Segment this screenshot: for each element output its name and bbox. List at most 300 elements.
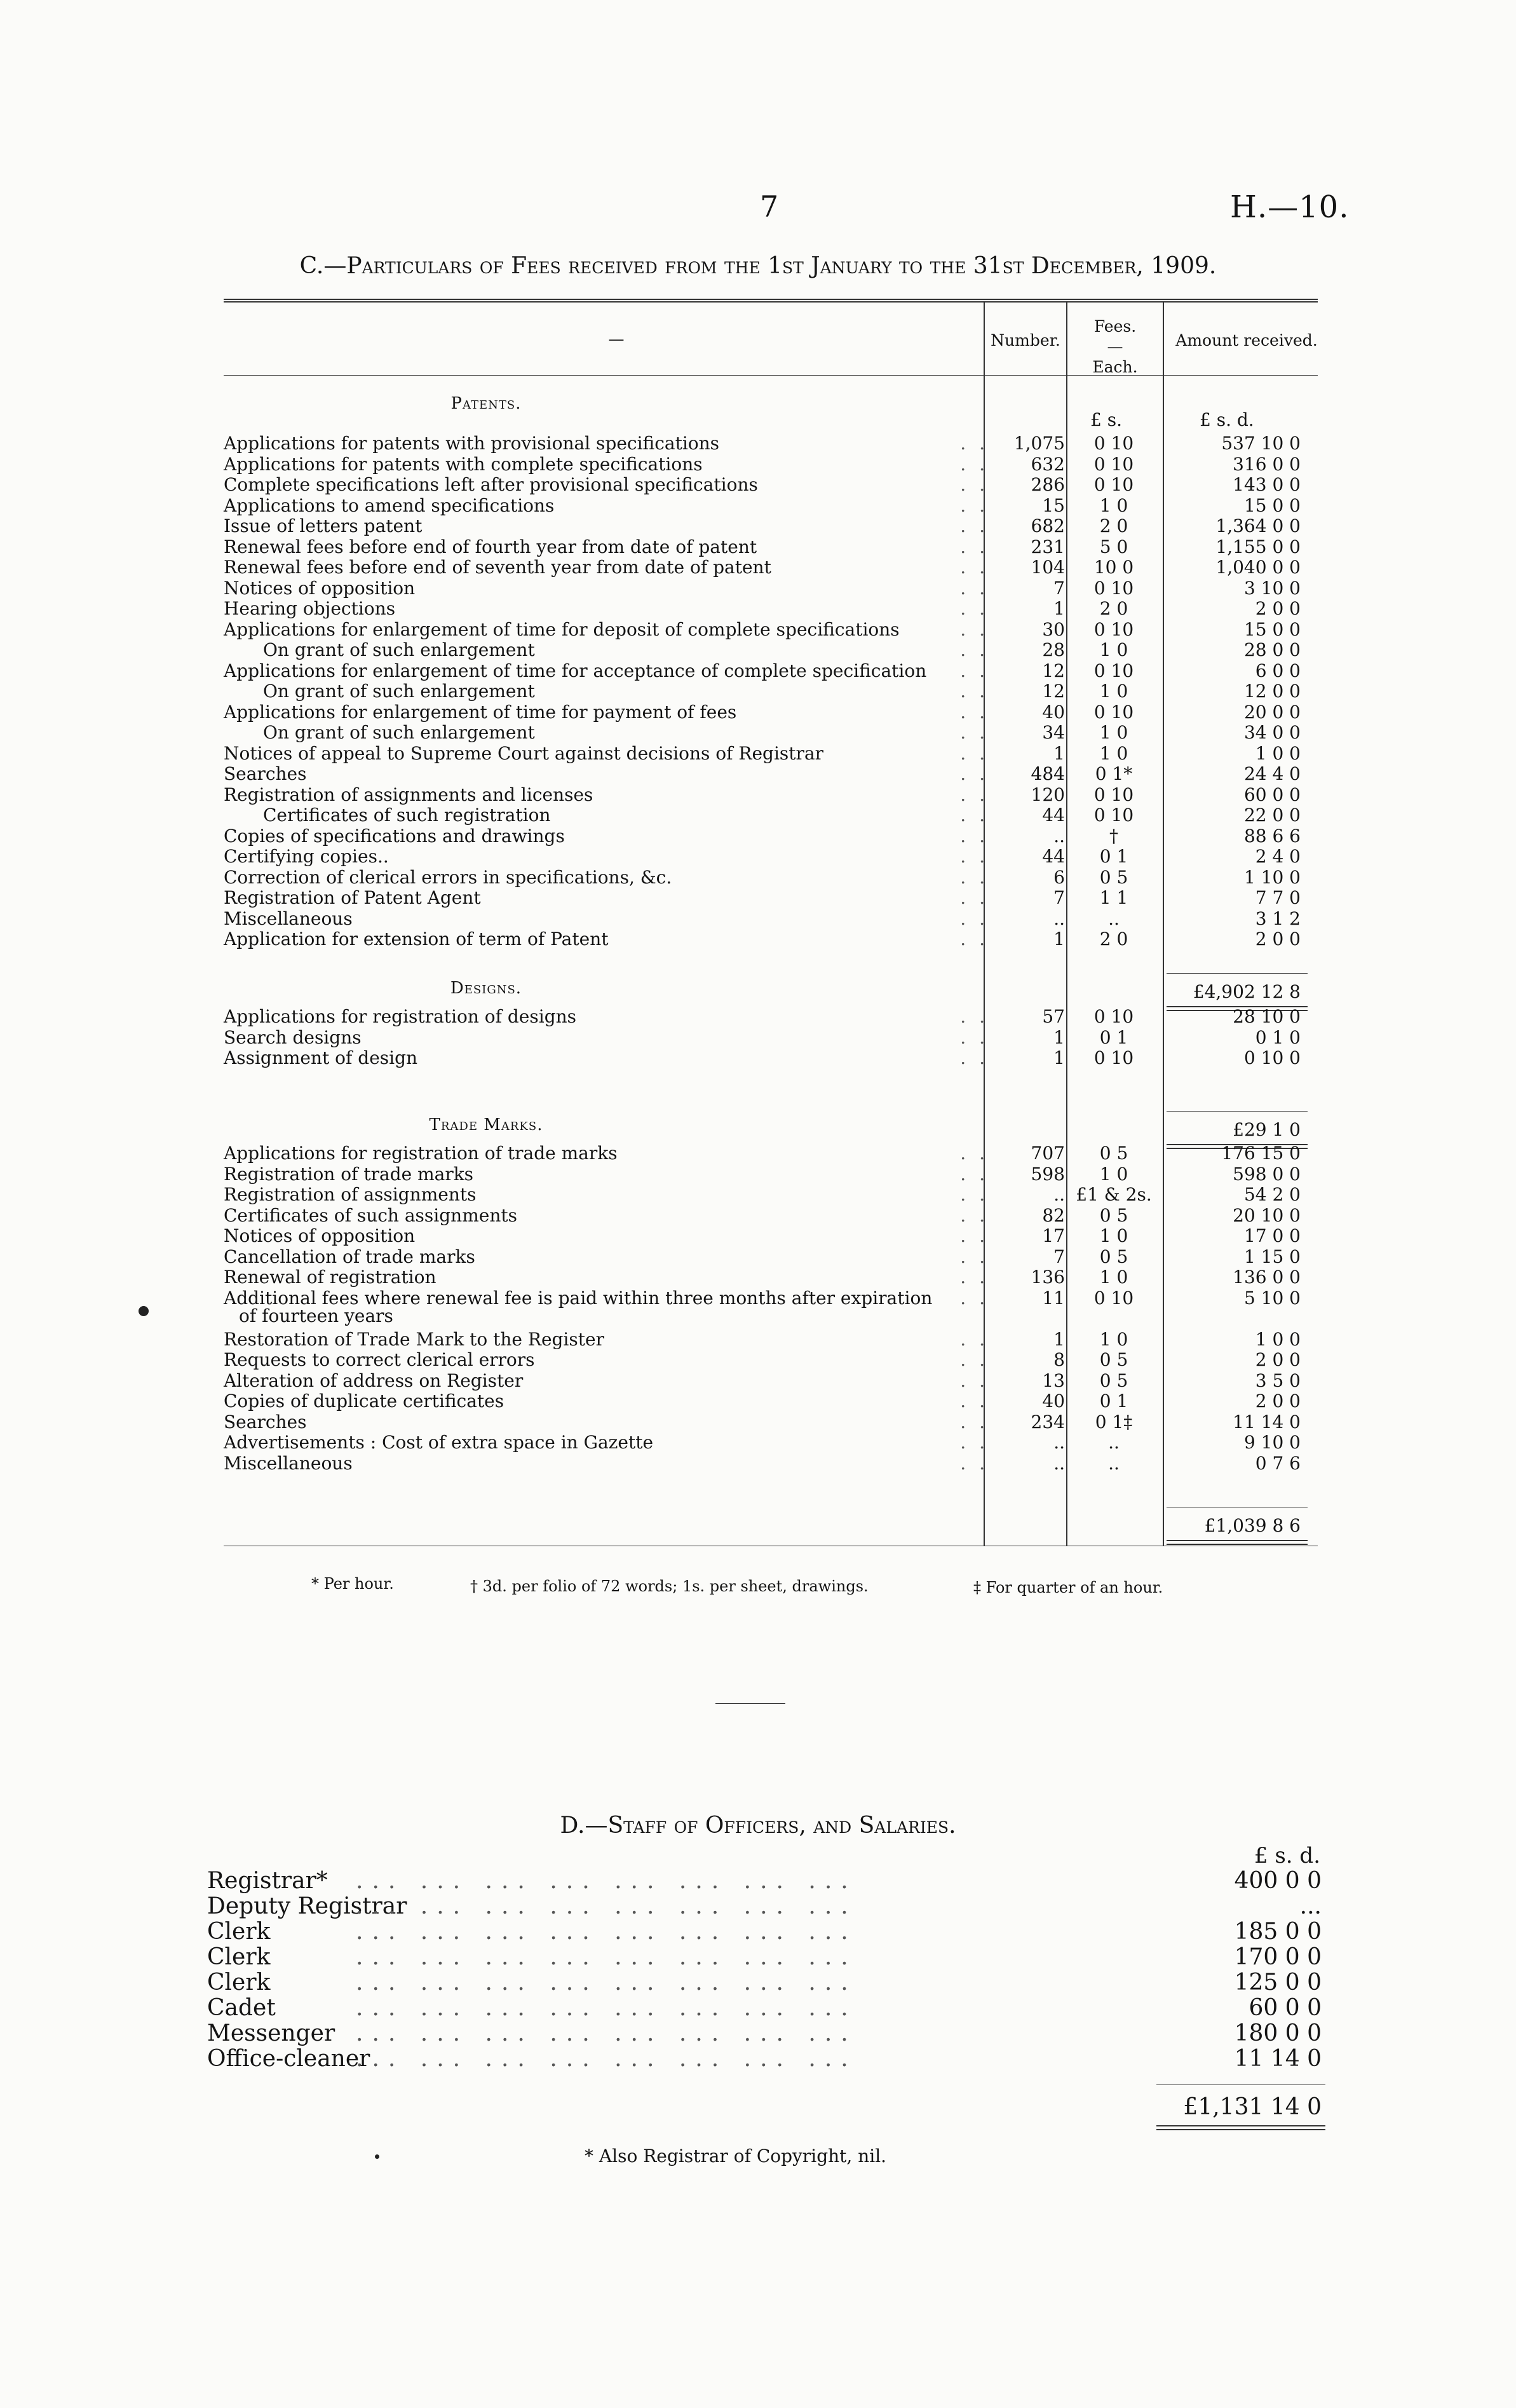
leader-dots: . . [960,515,989,536]
leader-dots: ... ... ... ... ... ... ... ... [356,2046,857,2072]
fee-row [0,557,1516,578]
fee-number: 136 [1031,1267,1065,1288]
staff-title [0,1813,1516,1839]
staff-salary: 60 0 0 [1249,1995,1322,2021]
fee-row [0,1330,1516,1350]
fee-row [0,1371,1516,1391]
fee-row [0,475,1516,495]
fee-each: 5 0 [1099,536,1128,557]
fee-label: Assignment of design [224,1047,418,1068]
fee-label: Searches [224,763,307,784]
fee-number: 57 [1042,1006,1065,1027]
fee-label: Registration of assignments [224,1184,477,1205]
total-rule [1167,973,1308,974]
staff-row [0,2021,1516,2046]
fee-each: 1 0 [1099,494,1128,516]
staff-position: Registrar* [207,1868,328,1894]
fee-label: Applications for enlargement of time for acceptance of complete specification [224,660,927,681]
fee-row [0,805,1516,826]
fee-amount: 22 0 0 [1243,805,1301,826]
fee-each: 0 1 [1099,1026,1128,1048]
fee-row [0,661,1516,681]
amount-currency-header: £ s. d. [1200,409,1254,430]
fee-number: 7 [1053,887,1065,908]
fee-amount: 136 0 0 [1233,1267,1301,1288]
fee-label: Applications for registration of trade marks [224,1143,618,1164]
fee-number: 1 [1053,598,1065,619]
staff-position: Clerk [207,1919,271,1945]
fee-label: On grant of such enlargement [263,722,535,743]
section-patents-heading: Patents. [450,394,522,413]
fee-each: 0 10 [1093,805,1134,826]
fee-each: .. [1108,1452,1120,1474]
staff-salary: 400 0 0 [1234,1868,1322,1894]
leader-dots: ... ... ... ... ... ... ... ... [356,1919,857,1945]
fee-amount: 2 0 0 [1255,598,1301,619]
fee-each: 0 5 [1099,1246,1128,1267]
fee-each: .. [1108,908,1120,929]
series-code: H.—10. [1230,189,1350,225]
leader-dots: . . [960,1163,989,1185]
fee-label: Applications for patents with provisional specifications [224,433,720,454]
fee-row [0,1432,1516,1453]
fee-each: 0 1* [1095,763,1133,784]
leader-dots: . . [960,742,989,764]
fee-each: £1 & 2s. [1076,1184,1152,1205]
fee-row [0,702,1516,723]
leader-dots: . . [960,887,989,908]
fee-number: 12 [1042,660,1065,681]
fee-label: Requests to correct clerical errors [224,1349,535,1370]
fee-each: 0 10 [1093,701,1134,723]
fee-label: On grant of such enlargement [263,681,535,702]
fee-amount: 2 0 0 [1255,1349,1301,1370]
fee-label: Notices of appeal to Supreme Court against decisions of Registrar [224,742,824,764]
fee-amount: 20 10 0 [1233,1204,1301,1226]
fee-number: 13 [1042,1370,1065,1391]
leader-dots: . . [960,1328,989,1350]
fee-label: Correction of clerical errors in specifications, &c. [224,866,672,888]
fee-number: 7 [1053,1246,1065,1267]
fee-amount: 143 0 0 [1233,474,1301,495]
fee-amount: 1,155 0 0 [1215,536,1301,557]
leader-dots: . . [960,763,989,784]
staff-salary: 125 0 0 [1234,1969,1322,1996]
fee-label: Restoration of Trade Mark to the Register [224,1328,604,1350]
fee-label: Applications for patents with complete specifications [224,453,703,475]
leader-dots: . . [960,474,989,495]
fee-label: Applications for enlargement of time for deposit of complete specifications [224,618,900,640]
fee-number: .. [1053,1452,1065,1474]
fee-each: 1 1 [1099,887,1128,908]
staff-row [0,1970,1516,1996]
table-top-rule [224,299,1318,300]
fee-row [0,454,1516,475]
fee-label: Copies of duplicate certificates [224,1391,504,1411]
staff-position: Clerk [207,1944,271,1970]
fee-label: Issue of letters patent [224,515,423,536]
fee-number: 44 [1042,805,1065,826]
fee-amount: 28 10 0 [1233,1006,1301,1027]
fee-each: 0 10 [1093,474,1134,495]
fee-row [0,867,1516,888]
fee-amount: 0 1 0 [1255,1026,1301,1048]
fee-label: Certificates of such registration [263,805,551,826]
leader-dots: . . [960,618,989,640]
fee-amount: 9 10 0 [1243,1432,1301,1453]
section-designs-heading: Designs. [450,979,522,998]
footnote-folio: † 3d. per folio of 72 words; 1s. per sheet, drawings. [470,1577,869,1595]
leader-dots: . . [960,1246,989,1267]
fee-row [0,1226,1516,1246]
fee-number: 234 [1031,1411,1065,1432]
fee-number: 82 [1042,1204,1065,1226]
fee-label: of fourteen years [239,1305,393,1326]
fee-amount: 15 0 0 [1243,494,1301,516]
fee-number: 6 [1053,866,1065,888]
fee-row [0,744,1516,764]
fee-each: 1 0 [1099,1267,1128,1288]
fee-label: Copies of specifications and drawings [224,825,565,847]
fees-currency-header: £ s. [1090,409,1122,430]
fee-number: 12 [1042,681,1065,702]
header-number: Number. [991,331,1060,350]
total-double-rule [1167,1544,1308,1545]
fee-amount: 17 0 0 [1243,1225,1301,1246]
staff-position: Cadet [207,1995,276,2021]
fee-number: 40 [1042,701,1065,723]
fee-row [0,620,1516,640]
fee-number: 1 [1053,742,1065,764]
fees-title-text: C.—Particulars of Fees received from the 1st January to the 31st December, 1909. [299,253,1217,279]
fee-each: 0 10 [1093,1047,1134,1068]
fee-each: 0 5 [1099,1143,1128,1164]
fee-number: 1,075 [1013,433,1065,454]
fee-label: Applications for enlargement of time for payment of fees [224,701,737,723]
fee-each: † [1109,825,1118,847]
fee-number: .. [1053,1184,1065,1205]
fee-row [0,433,1516,454]
fee-amount: 34 0 0 [1243,722,1301,743]
fee-label: Cancellation of trade marks [224,1246,475,1267]
leader-dots: . . [960,805,989,826]
leader-dots: . . [960,825,989,847]
fee-row [0,826,1516,847]
fee-each: 0 10 [1093,784,1134,805]
leader-dots: . . [960,494,989,516]
fee-row [0,1350,1516,1370]
staff-currency-header: £ s. d. [1254,1843,1320,1868]
fee-number: 1 [1053,1026,1065,1048]
fee-amount: 598 0 0 [1233,1163,1301,1185]
fee-each: 0 1 [1099,1391,1128,1411]
fee-label: Registration of trade marks [224,1163,474,1185]
fee-each: 1 0 [1099,722,1128,743]
leader-dots: . . [960,1026,989,1048]
fee-number: 17 [1042,1225,1065,1246]
header-amount: Amount received. [1175,331,1318,350]
leader-dots: . . [960,784,989,805]
fee-number: 286 [1031,474,1065,495]
fee-amount: 1 0 0 [1255,1328,1301,1350]
fee-row [0,516,1516,536]
fee-each: 10 0 [1093,557,1134,578]
leader-dots: . . [960,1047,989,1068]
header-fees-each: Fees. — Each. [1092,317,1138,376]
fee-label: Miscellaneous [224,1452,353,1474]
leader-dots: . . [960,722,989,743]
fee-amount: 88 6 6 [1243,825,1301,847]
staff-row [0,1945,1516,1970]
fee-each: 1 0 [1099,1328,1128,1350]
fee-number: 632 [1031,453,1065,475]
leader-dots: . . [960,1349,989,1370]
section-trade-marks-heading: Trade Marks. [429,1115,543,1134]
leader-dots: . . [960,1143,989,1164]
fee-row [0,599,1516,619]
fee-label: Searches [224,1411,307,1432]
fee-row [0,1028,1516,1048]
fee-number: 104 [1031,557,1065,578]
leader-dots: . . [960,660,989,681]
fee-row [0,640,1516,660]
fee-number: 484 [1031,763,1065,784]
fee-number: 682 [1031,515,1065,536]
section-total-amount: £4,902 12 8 [1193,981,1301,1002]
staff-total-double-rule [1156,2129,1325,2130]
fee-each: 0 10 [1093,1287,1134,1309]
leader-dots: . . [960,1452,989,1474]
fee-amount: 20 0 0 [1243,701,1301,723]
fee-amount: 2 0 0 [1255,1391,1301,1411]
leader-dots: . . [960,557,989,578]
leader-dots: . . [960,1391,989,1411]
staff-salary: 11 14 0 [1234,2046,1322,2072]
fee-amount: 28 0 0 [1243,639,1301,660]
leader-dots: ... ... ... ... ... ... ... ... [356,1969,857,1996]
fee-row [0,496,1516,516]
staff-position: Office-cleaner [207,2046,370,2072]
fee-label: Registration of assignments and licenses [224,784,593,805]
fee-each: 2 0 [1099,515,1128,536]
leader-dots: . . [960,846,989,867]
fee-number: 28 [1042,639,1065,660]
fee-number: .. [1053,1432,1065,1453]
fee-number: .. [1053,825,1065,847]
fee-amount: 3 5 0 [1255,1370,1301,1391]
fee-amount: 1,364 0 0 [1215,515,1301,536]
footnote-per-hour: * Per hour. [311,1575,394,1593]
fee-each: 0 10 [1093,660,1134,681]
fee-label: Notices of opposition [224,1225,416,1246]
leader-dots: . . [960,1370,989,1391]
staff-salary: 170 0 0 [1234,1944,1322,1970]
fee-row [0,785,1516,805]
leader-dots: . . [960,1287,989,1309]
fee-amount: 1 10 0 [1243,866,1301,888]
leader-dots: ... ... ... ... ... ... ... ... [356,2020,857,2046]
fee-label: Certifying copies.. [224,846,389,867]
fee-row [0,578,1516,599]
fee-row [0,847,1516,867]
fee-row [0,764,1516,784]
fee-amount: 12 0 0 [1243,681,1301,702]
fee-row-continuation [0,1306,1516,1326]
leader-dots: . . [960,866,989,888]
staff-salary: 180 0 0 [1234,2020,1322,2046]
fee-each: 0 10 [1093,433,1134,454]
fee-number: 34 [1042,722,1065,743]
fee-each: 1 0 [1099,742,1128,764]
staff-row [0,1996,1516,2021]
fee-label: Notices of opposition [224,577,416,599]
fee-each: 0 5 [1099,1370,1128,1391]
fee-each: 0 10 [1093,577,1134,599]
fee-amount: 1,040 0 0 [1215,557,1301,578]
fee-label: On grant of such enlargement [263,639,535,660]
leader-dots: . . [960,536,989,557]
fee-label: Renewal fees before end of fourth year from date of patent [224,536,757,557]
fee-label: Additional fees where renewal fee is paid within three months after expiration [224,1287,933,1309]
fee-amount: 6 0 0 [1255,660,1301,681]
fee-number: 7 [1053,577,1065,599]
fee-label: Hearing objections [224,598,396,619]
fee-each: 0 5 [1099,1349,1128,1370]
staff-salary: 185 0 0 [1234,1919,1322,1945]
total-rule [1167,1111,1308,1112]
leader-dots: . . [960,639,989,660]
fee-amount: 1 0 0 [1255,742,1301,764]
fee-row [0,723,1516,743]
fee-row [0,1007,1516,1027]
fee-amount: 54 2 0 [1243,1184,1301,1205]
header-blank: — [608,330,625,348]
fee-number: 30 [1042,618,1065,640]
fee-row [0,1391,1516,1411]
fee-row [0,1412,1516,1432]
leader-dots: ... ... ... ... ... ... ... ... [356,1893,857,1919]
staff-footnote: * Also Registrar of Copyright, nil. [585,2146,887,2167]
fee-amount: 7 7 0 [1255,887,1301,908]
fee-each: 2 0 [1099,598,1128,619]
leader-dots: . . [960,701,989,723]
leader-dots: . . [960,598,989,619]
staff-row [0,1894,1516,1919]
fee-row [0,1143,1516,1164]
fee-row [0,1206,1516,1226]
fee-amount: 2 0 0 [1255,929,1301,949]
fee-label: Applications to amend specifications [224,494,555,516]
staff-row [0,1919,1516,1945]
scan-mark [375,2154,379,2159]
fee-amount: 1 15 0 [1243,1246,1301,1267]
fee-number: 8 [1053,1349,1065,1370]
fee-number: 1 [1053,929,1065,949]
fee-number: 11 [1042,1287,1065,1309]
footnote-quarter-hour: ‡ For quarter of an hour. [973,1579,1163,1596]
fee-each: 0 10 [1093,618,1134,640]
fee-row [0,681,1516,702]
section-total-amount: £1,039 8 6 [1204,1515,1301,1536]
fee-amount: 0 10 0 [1243,1047,1301,1068]
fee-each: 0 1‡ [1095,1411,1133,1432]
leader-dots: . . [960,1411,989,1432]
fee-each: 1 0 [1099,1163,1128,1185]
fee-number: 44 [1042,846,1065,867]
staff-position: Messenger [207,2020,335,2046]
fee-number: 1 [1053,1047,1065,1068]
fee-label: Search designs [224,1026,362,1048]
fee-row [0,888,1516,908]
fee-label: Registration of Patent Agent [224,887,481,908]
leader-dots: . . [960,453,989,475]
fee-row [0,1185,1516,1205]
staff-total-amount: £1,131 14 0 [1183,2094,1322,2120]
fee-row [0,929,1516,949]
fee-label: Certificates of such assignments [224,1204,517,1226]
fee-row [0,537,1516,557]
fee-each: 0 10 [1093,1006,1134,1027]
leader-dots: . . [960,1006,989,1027]
leader-dots: ... ... ... ... ... ... ... ... [356,1868,857,1894]
fee-row [0,909,1516,929]
staff-row [0,1868,1516,1894]
fee-amount: 3 10 0 [1243,577,1301,599]
staff-salary: ... [1299,1893,1322,1919]
staff-position: Clerk [207,1969,271,1996]
fees-table-title [0,253,1516,279]
fee-label: Renewal of registration [224,1267,437,1288]
fee-row [0,1267,1516,1288]
fee-number: 1 [1053,1328,1065,1350]
fee-amount: 316 0 0 [1233,453,1301,475]
leader-dots: . . [960,1184,989,1205]
leader-dots: . . [960,1204,989,1226]
section-divider [715,1703,785,1704]
leader-dots: . . [960,433,989,454]
fee-row [0,1288,1516,1309]
staff-position: Deputy Registrar [207,1893,407,1919]
staff-row [0,2046,1516,2072]
fee-each: 0 5 [1099,866,1128,888]
fee-number: 40 [1042,1391,1065,1411]
fee-row [0,1048,1516,1068]
fee-row [0,1247,1516,1267]
leader-dots: . . [960,577,989,599]
fee-label: Miscellaneous [224,908,353,929]
fee-each: .. [1108,1432,1120,1453]
leader-dots: . . [960,1225,989,1246]
fee-amount: 15 0 0 [1243,618,1301,640]
leader-dots: ... ... ... ... ... ... ... ... [356,1944,857,1970]
fee-amount: 60 0 0 [1243,784,1301,805]
fee-label: Advertisements : Cost of extra space in Gazette [224,1432,654,1453]
fee-amount: 0 7 6 [1255,1452,1301,1474]
section-total-amount: £29 1 0 [1233,1119,1301,1140]
fee-row [0,1453,1516,1474]
fee-number: 15 [1042,494,1065,516]
fee-label: Complete specifications left after provisional specifications [224,474,758,495]
fee-number: 707 [1031,1143,1065,1164]
fee-label: Application for extension of term of Patent [224,929,609,949]
fee-each: 2 0 [1099,929,1128,949]
total-double-rule [1167,1540,1308,1541]
fee-each: 1 0 [1099,1225,1128,1246]
fee-amount: 176 15 0 [1221,1143,1301,1164]
staff-title-text: D.—Staff of Officers, and Salaries. [560,1813,956,1839]
leader-dots: . . [960,908,989,929]
fee-row [0,1164,1516,1185]
